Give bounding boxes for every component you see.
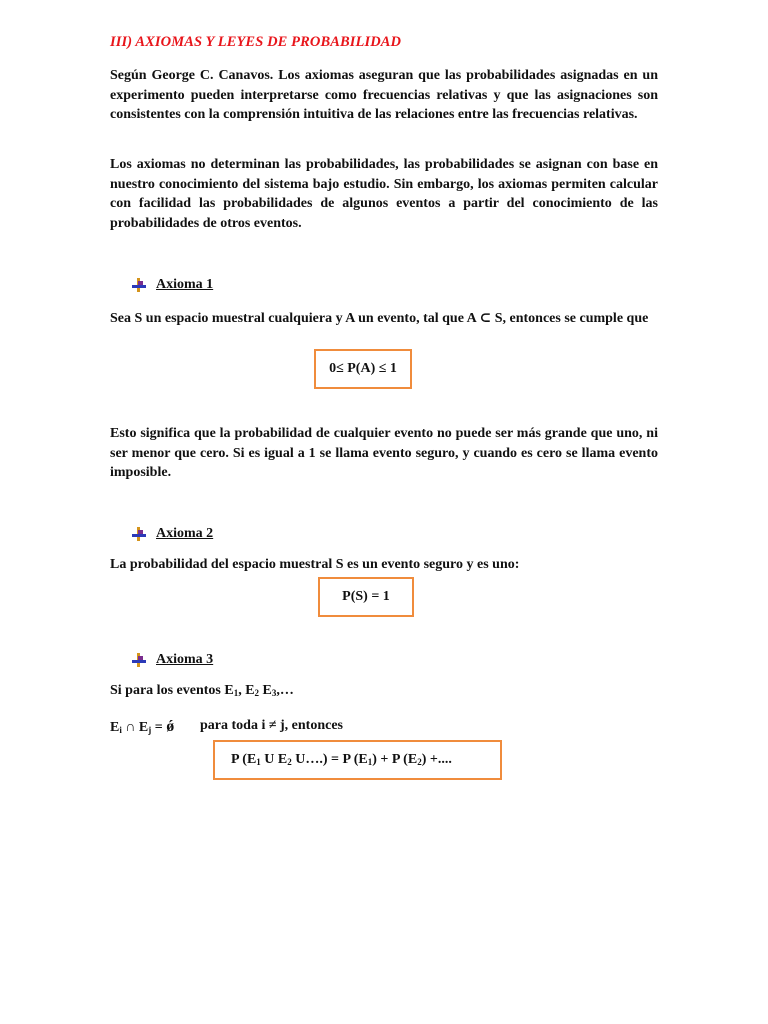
axiom-1-formula: 0≤ P(A) ≤ 1: [329, 361, 397, 376]
intro-paragraph: Según George C. Canavos. Los axiomas aseguran que las probabilidades asignadas en un experimento pueden interpretarse como frecuencias relativas y que las asignaciones son consistentes con la comprensión intuitiva de las relaciones entre las frecuencias relativas.: [110, 68, 658, 123]
axiom-2-formula-box: [318, 577, 414, 617]
axiom-1-explanation: Esto significa que la probabilidad de cualquier evento no puede ser más grande que uno, ni ser menor que cero. Si es igual a 1 se llama evento seguro, y cuando es cero se llama evento imposible.: [110, 426, 658, 481]
plus-bullet-icon: [132, 527, 146, 541]
plus-bullet-icon: [132, 653, 146, 667]
axiom-2-heading: [132, 525, 213, 543]
axiom-3-condition-text: para toda i ≠ j, entonces: [200, 718, 344, 733]
axiom-1-text: Sea S un espacio muestral cualquiera y A un evento, tal que A ⊂ S, entonces se cumple que: [110, 311, 649, 326]
axiom-1-formula-box: [314, 349, 412, 389]
axiom-2-label: Axioma 2: [156, 526, 214, 541]
axioms-paragraph: Los axiomas no determinan las probabilidades, las probabilidades se asignan con base en nuestro conocimiento del sistema bajo estudio. Sin embargo, los axiomas permiten calcular con facilidad las probabilidades de algunos eventos a partir del conocimiento de las probabilidades de otros eventos.: [110, 157, 658, 231]
axiom-1-label: Axioma 1: [156, 277, 214, 292]
axiom-3-formula: P ($E_1$ U $E_2$ U….) = P $(E_1) + P$ $(E_2)$ +....: [231, 752, 452, 767]
axiom-3-formula-box: [213, 740, 502, 780]
plus-bullet-icon: [132, 278, 146, 292]
axiom-1-heading: [132, 276, 213, 294]
axiom-2-text: La probabilidad del espacio muestral S es un evento seguro y es uno:: [110, 557, 520, 572]
section-title: III) AXIOMAS Y LEYES DE PROBABILIDAD: [110, 34, 402, 50]
axiom-3-condition: $E_i$ ∩ $E_j$ = ǿ para toda i ≠ j, entonces: [110, 718, 344, 735]
axiom-2-formula: P(S) = 1: [342, 589, 390, 604]
axiom-3-label: Axioma 3: [156, 652, 214, 667]
axiom-3-events: Si para los eventos $E_1$, $E_2$ $E_3,\dots$: [110, 683, 294, 698]
axiom-3-heading: [132, 651, 213, 669]
